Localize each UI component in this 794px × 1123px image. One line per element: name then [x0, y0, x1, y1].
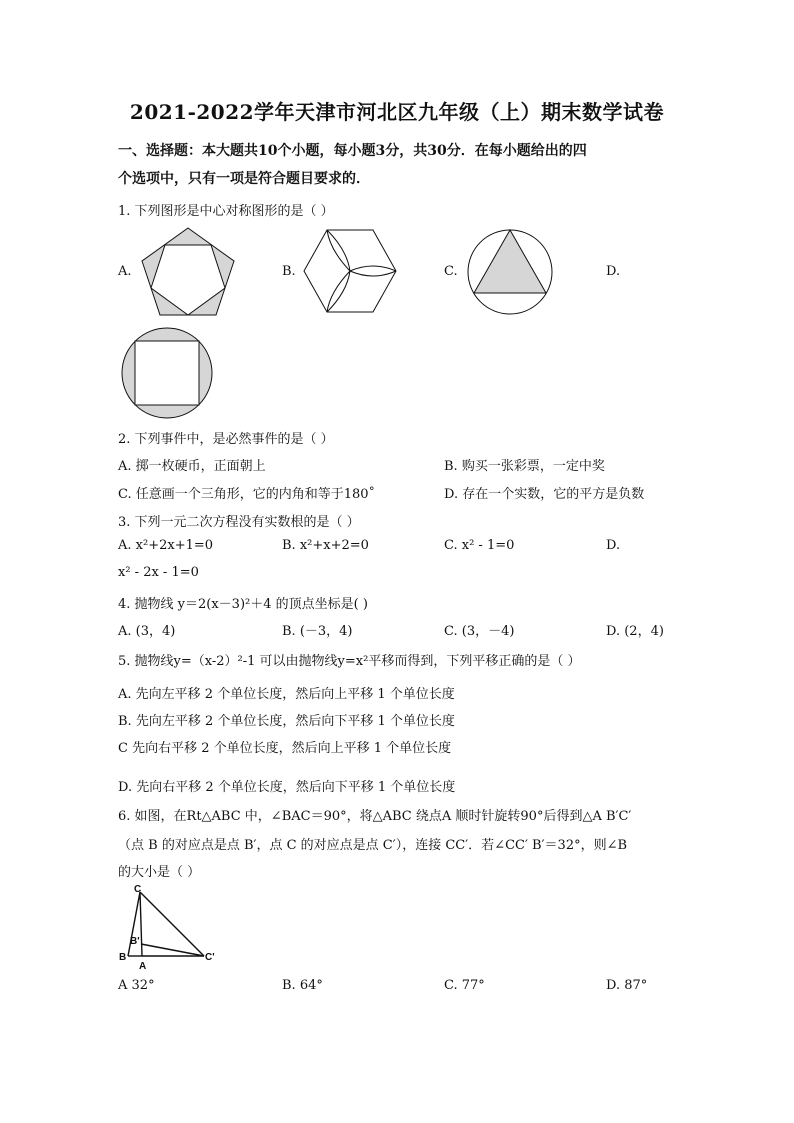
q1-option-b-label: B. — [282, 264, 296, 279]
q6-label-c-prime: C' — [205, 952, 215, 963]
q1-figure-d-square — [135, 341, 199, 405]
q5-option-d: D. 先向右平移 2 个单位长度，然后向下平移 1 个单位长度 — [118, 780, 456, 795]
q6-stem-line3: 的大小是（ ） — [118, 865, 201, 880]
q4-option-b: B. (－3，4) — [282, 624, 353, 639]
q5-option-a: A. 先向左平移 2 个单位长度，然后向上平移 1 个单位长度 — [118, 687, 455, 702]
q1-figure-a — [140, 226, 236, 318]
q4-option-c: C. (3，－4) — [444, 624, 515, 639]
q2-stem: 2. 下列事件中，是必然事件的是（ ） — [118, 432, 334, 447]
q2-option-d: D. 存在一个实数，它的平方是负数 — [444, 487, 645, 502]
q6-option-a: A 32° — [118, 978, 155, 993]
q1-figure-c — [466, 228, 554, 316]
q6-label-b: B — [119, 952, 127, 963]
section-heading-line1: 一、选择题：本大题共10个小题，每小题3分，共30分．在每小题给出的四 — [118, 143, 587, 159]
q1-stem: 1. 下列图形是中心对称图形的是（ ） — [118, 204, 334, 219]
q1-figure-d — [120, 326, 214, 420]
q2-option-a: A. 掷一枚硬币，正面朝上 — [118, 459, 266, 474]
q3-option-d-continued: x² - 2x - 1=0 — [118, 565, 199, 580]
q6-option-c: C. 77° — [444, 978, 485, 993]
q5-option-b: B. 先向左平移 2 个单位长度，然后向下平移 1 个单位长度 — [118, 714, 455, 729]
q4-option-d: D. (2，4) — [606, 624, 664, 639]
q4-option-a: A. (3，4) — [118, 624, 176, 639]
q6-stem-line1: 6. 如图，在Rt△ABC 中，∠BAC＝90°，将△ABC 绕点A 顺时针旋转90°后得到△A B′C′ — [118, 809, 632, 824]
q6-figure — [118, 884, 226, 970]
q6-option-b: B. 64° — [282, 978, 323, 993]
q6-segment-cc-prime — [140, 892, 204, 956]
q1-figure-b — [302, 228, 398, 314]
q6-label-b-prime: B' — [130, 936, 140, 947]
section-heading-line2: 个选项中，只有一项是符合题目要求的． — [118, 171, 370, 187]
q5-stem: 5. 抛物线y=（x-2）²-1 可以由抛物线y=x²平移而得到，下列平移正确的是（ ） — [118, 654, 581, 669]
q1-option-a-label: A. — [118, 264, 132, 279]
page-title: 2021-2022学年天津市河北区九年级（上）期末数学试卷 — [129, 100, 665, 124]
q5-option-c: C 先向右平移 2 个单位长度，然后向上平移 1 个单位长度 — [118, 741, 452, 756]
q6-label-a: A — [139, 961, 147, 972]
q3-option-d: D. — [606, 538, 621, 553]
q6-stem-line2: （点 B 的对应点是点 B′，点 C 的对应点是点 C′），连接 CC′．若∠CC′ B′＝32°，则∠B — [118, 838, 628, 853]
q3-stem: 3. 下列一元二次方程没有实数根的是（ ） — [118, 515, 360, 530]
q6-option-d: D. 87° — [606, 978, 648, 993]
q1-option-d-label: D. — [606, 264, 621, 279]
q6-label-c: C — [134, 884, 142, 895]
q3-option-c: C. x² - 1=0 — [444, 538, 515, 553]
q6-segment-ca — [140, 892, 142, 956]
q1-option-c-label: C. — [444, 264, 458, 279]
q3-option-b: B. x²+x+2=0 — [282, 538, 369, 553]
q2-option-b: B. 购买一张彩票，一定中奖 — [444, 459, 605, 474]
q4-stem: 4. 抛物线 y＝2(x－3)²＋4 的顶点坐标是( ) — [118, 597, 368, 612]
q3-option-a: A. x²+2x+1=0 — [118, 538, 214, 553]
q2-option-c: C. 任意画一个三角形，它的内角和等于180˚ — [118, 487, 376, 502]
